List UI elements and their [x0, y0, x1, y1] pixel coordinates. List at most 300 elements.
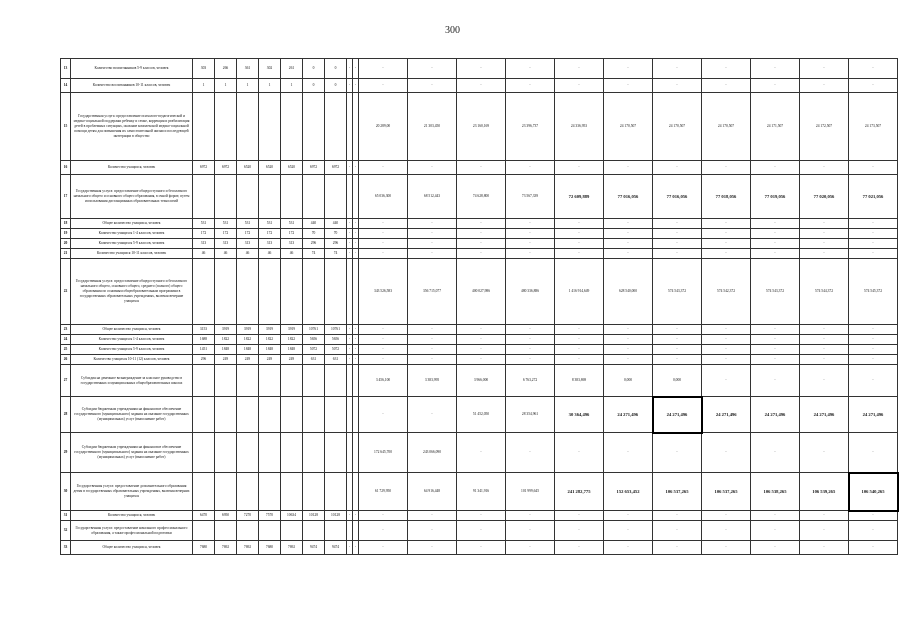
value-cell: - — [555, 521, 604, 541]
count-cell: 5656 — [325, 335, 347, 345]
value-cell: - — [653, 59, 702, 79]
value-cell: - — [751, 219, 800, 229]
value-cell: - — [359, 541, 408, 555]
value-cell: 0,000 — [653, 365, 702, 397]
value-cell: - — [751, 355, 800, 365]
value-cell: - — [800, 325, 849, 335]
value-cell: 343 526,583 — [359, 259, 408, 325]
value-cell: - — [751, 365, 800, 397]
value-cell: - — [849, 345, 898, 355]
count-cell — [237, 433, 259, 473]
value-cell: - — [353, 239, 359, 249]
row-number: 33 — [61, 541, 71, 555]
value-cell: - — [604, 59, 653, 79]
count-cell — [281, 259, 303, 325]
table-row — [61, 473, 898, 511]
value-cell: - — [457, 541, 506, 555]
value-cell: - — [347, 541, 353, 555]
value-cell: 106 540,265 — [849, 473, 898, 511]
row-label: Субсидии бюджетным учреждениям на финансовое обеспечение государственного (муниципального) задания на оказание государственных (муниципальных) услуг (выполнение работ) — [71, 433, 193, 473]
value-cell: - — [353, 355, 359, 365]
value-cell: 574 544,372 — [800, 259, 849, 325]
value-cell: - — [702, 433, 751, 473]
value-cell: - — [506, 229, 555, 239]
value-cell: - — [555, 335, 604, 345]
row-number: 16 — [61, 161, 71, 175]
value-cell: - — [800, 365, 849, 397]
row-label: Государственная услуга: предоставление общедоступного и бесплатного начального общего, основного общего, среднего (полного) общего образования по основным общеобразовательным программам в государственных образовательных учреждениях, включая вечерние учащихся — [71, 259, 193, 325]
row-number: 22 — [61, 259, 71, 325]
count-cell — [281, 397, 303, 433]
value-cell: - — [457, 345, 506, 355]
value-cell: 73 567,339 — [506, 175, 555, 219]
value-cell: 24 271,496 — [653, 397, 702, 433]
value-cell: - — [555, 511, 604, 521]
count-cell — [237, 259, 259, 325]
value-cell: - — [347, 511, 353, 521]
value-cell: - — [359, 397, 408, 433]
value-cell: - — [408, 79, 457, 93]
value-cell: 24 271,496 — [702, 397, 751, 433]
count-cell — [325, 259, 347, 325]
value-cell: - — [359, 59, 408, 79]
budget-table — [60, 58, 899, 555]
value-cell: 72 609,889 — [555, 175, 604, 219]
count-cell: 1 — [237, 79, 259, 93]
count-cell: 313 — [215, 239, 237, 249]
value-cell: - — [347, 249, 353, 259]
count-cell: 6470 — [193, 511, 215, 521]
value-cell: - — [347, 161, 353, 175]
value-cell: 574 545,372 — [849, 259, 898, 325]
count-cell: 261 — [281, 59, 303, 79]
value-cell: - — [653, 239, 702, 249]
value-cell: - — [408, 219, 457, 229]
value-cell: - — [457, 335, 506, 345]
value-cell: - — [653, 325, 702, 335]
value-cell: - — [653, 249, 702, 259]
count-cell — [281, 93, 303, 161]
value-cell: 23 396,737 — [506, 93, 555, 161]
count-cell: 249 — [259, 355, 281, 365]
count-cell: 6972 — [215, 161, 237, 175]
count-cell: 1848 — [215, 345, 237, 355]
count-cell: 1 — [281, 79, 303, 93]
count-cell: 249 — [237, 355, 259, 365]
row-number: 27 — [61, 365, 71, 397]
count-cell: 1848 — [237, 345, 259, 355]
count-cell: 6972 — [325, 161, 347, 175]
value-cell: - — [506, 521, 555, 541]
value-cell: - — [800, 355, 849, 365]
value-cell: - — [702, 229, 751, 239]
value-cell: - — [849, 365, 898, 397]
count-cell: 46 — [281, 249, 303, 259]
count-cell: 1688 — [193, 335, 215, 345]
value-cell: - — [653, 433, 702, 473]
count-cell: 6972 — [193, 161, 215, 175]
value-cell: - — [800, 249, 849, 259]
value-cell: - — [555, 219, 604, 229]
count-cell: 1848 — [259, 345, 281, 355]
row-label: Общее количество учащихся, человек — [71, 541, 193, 555]
row-number: 25 — [61, 345, 71, 355]
value-cell: 51 452,050 — [457, 397, 506, 433]
value-cell: - — [751, 161, 800, 175]
count-cell: 6950 — [215, 511, 237, 521]
count-cell: 313 — [237, 239, 259, 249]
value-cell: - — [408, 355, 457, 365]
value-cell: 30 364,496 — [555, 397, 604, 433]
table-row — [61, 521, 898, 541]
count-cell: 0 — [325, 59, 347, 79]
row-number: 15 — [61, 93, 71, 161]
count-cell: 5072 — [325, 345, 347, 355]
value-cell: - — [359, 511, 408, 521]
count-cell: 440 — [303, 219, 325, 229]
value-cell: - — [849, 229, 898, 239]
count-cell — [281, 433, 303, 473]
table-row — [61, 219, 898, 229]
value-cell: 77 019,056 — [751, 175, 800, 219]
value-cell: - — [849, 335, 898, 345]
count-cell: 1822 — [281, 335, 303, 345]
table-row — [61, 345, 898, 355]
count-cell — [303, 521, 325, 541]
value-cell: - — [408, 335, 457, 345]
count-cell — [215, 521, 237, 541]
row-label: Количество учащихся 10-11 классов, человек — [71, 249, 193, 259]
value-cell: - — [457, 433, 506, 473]
value-cell: - — [457, 521, 506, 541]
value-cell: 400 027,986 — [457, 259, 506, 325]
value-cell: - — [408, 397, 457, 433]
row-label: Количество учащихся, человек — [71, 511, 193, 521]
value-cell: 74 628,800 — [457, 175, 506, 219]
count-cell: 313 — [193, 239, 215, 249]
row-label: Количество учащихся 5-9 классов, человек — [71, 239, 193, 249]
count-cell — [259, 433, 281, 473]
value-cell: - — [604, 433, 653, 473]
count-cell — [259, 365, 281, 397]
count-cell: 7680 — [259, 541, 281, 555]
value-cell: 3 456,100 — [359, 365, 408, 397]
count-cell: 531 — [193, 219, 215, 229]
count-cell — [237, 521, 259, 541]
value-cell: 24 173,507 — [849, 93, 898, 161]
count-cell — [303, 397, 325, 433]
count-cell: 0 — [325, 79, 347, 93]
count-cell — [281, 175, 303, 219]
value-cell: - — [555, 239, 604, 249]
value-cell: - — [751, 433, 800, 473]
value-cell: - — [408, 239, 457, 249]
value-cell: - — [604, 249, 653, 259]
count-cell: 10761 — [303, 325, 325, 335]
value-cell: 24 171,507 — [751, 93, 800, 161]
count-cell: 172 — [193, 229, 215, 239]
count-cell: 1451 — [193, 345, 215, 355]
value-cell: - — [653, 355, 702, 365]
value-cell: - — [800, 79, 849, 93]
value-cell: - — [506, 161, 555, 175]
table-row — [61, 365, 898, 397]
count-cell: 1822 — [215, 335, 237, 345]
count-cell: 172 — [215, 229, 237, 239]
value-cell: - — [347, 355, 353, 365]
value-cell: - — [849, 521, 898, 541]
value-cell: - — [457, 249, 506, 259]
value-cell: 574 542,372 — [702, 259, 751, 325]
value-cell: - — [604, 229, 653, 239]
value-cell: - — [347, 79, 353, 93]
count-cell: 631 — [303, 355, 325, 365]
value-cell: 24 172,507 — [800, 93, 849, 161]
value-cell: - — [347, 345, 353, 355]
value-cell: - — [506, 239, 555, 249]
value-cell: - — [653, 521, 702, 541]
count-cell: 296 — [325, 239, 347, 249]
count-cell: 6972 — [303, 161, 325, 175]
value-cell: - — [359, 325, 408, 335]
value-cell: - — [800, 219, 849, 229]
table-row — [61, 397, 898, 433]
row-label: Государственная услуга: предоставление психолого-педагогической и медико-социальной поддержки ребенку и семье, коррекция и реабилитация детей в проблемных ситуациях, оказание комплексной медико-социальной помощи детям для повышения их самостоятельной жизни и последующей интеграции в общество — [71, 93, 193, 161]
value-cell: - — [849, 79, 898, 93]
row-label: Государственная услуга: предоставление общедоступного и бесплатного начального общего и основного общего образования, в очной форме, путем использования дистанционных образовательных технологий — [71, 175, 193, 219]
count-cell — [237, 93, 259, 161]
row-number: 13 — [61, 59, 71, 79]
value-cell: 24 271,496 — [849, 397, 898, 433]
count-cell — [325, 521, 347, 541]
value-cell: 3 966,000 — [457, 365, 506, 397]
count-cell — [193, 521, 215, 541]
count-cell: 9474 — [325, 541, 347, 555]
value-cell: - — [359, 219, 408, 229]
count-cell: 10128 — [303, 511, 325, 521]
count-cell — [303, 365, 325, 397]
value-cell: - — [653, 335, 702, 345]
table-row — [61, 229, 898, 239]
value-cell: 61 729,950 — [359, 473, 408, 511]
count-cell: 46 — [237, 249, 259, 259]
value-cell: - — [800, 161, 849, 175]
count-cell — [303, 433, 325, 473]
value-cell: - — [408, 229, 457, 239]
count-cell: 296 — [303, 239, 325, 249]
value-cell: - — [359, 239, 408, 249]
count-cell — [303, 93, 325, 161]
value-cell: 20 289,00 — [359, 93, 408, 161]
count-cell — [215, 259, 237, 325]
count-cell: 1822 — [259, 335, 281, 345]
count-cell: 6520 — [237, 161, 259, 175]
row-number: 29 — [61, 433, 71, 473]
value-cell: - — [555, 79, 604, 93]
count-cell — [215, 473, 237, 511]
row-number: 26 — [61, 355, 71, 365]
count-cell — [215, 433, 237, 473]
count-cell: 266 — [215, 59, 237, 79]
row-label: Количество воспитанников 10-11 классов, человек — [71, 79, 193, 93]
value-cell: - — [800, 335, 849, 345]
row-number: 14 — [61, 79, 71, 93]
value-cell: - — [653, 229, 702, 239]
count-cell: 5656 — [303, 335, 325, 345]
count-cell: 303 — [193, 59, 215, 79]
value-cell: - — [702, 249, 751, 259]
value-cell: - — [457, 219, 506, 229]
count-cell — [237, 365, 259, 397]
value-cell: - — [800, 521, 849, 541]
value-cell: 24 336,953 — [555, 93, 604, 161]
value-cell: 101 999,645 — [506, 473, 555, 511]
count-cell — [303, 259, 325, 325]
value-cell: - — [653, 161, 702, 175]
value-cell: - — [347, 239, 353, 249]
value-cell: - — [849, 541, 898, 555]
value-cell: - — [408, 161, 457, 175]
value-cell: - — [457, 161, 506, 175]
count-cell: 3919 — [259, 325, 281, 335]
row-label: Общее количество учащихся, человек — [71, 325, 193, 335]
value-cell: - — [800, 345, 849, 355]
value-cell: - — [604, 541, 653, 555]
count-cell: 302 — [259, 59, 281, 79]
value-cell: 574 543,372 — [751, 259, 800, 325]
count-cell — [259, 175, 281, 219]
count-cell — [259, 397, 281, 433]
count-cell: 7570 — [259, 511, 281, 521]
value-cell: - — [702, 335, 751, 345]
count-cell: 172 — [259, 229, 281, 239]
count-cell — [193, 365, 215, 397]
value-cell: 6 763,272 — [506, 365, 555, 397]
value-cell: - — [751, 239, 800, 249]
value-cell: - — [359, 355, 408, 365]
count-cell — [193, 397, 215, 433]
value-cell: - — [800, 229, 849, 239]
value-cell: - — [359, 521, 408, 541]
value-cell: - — [457, 239, 506, 249]
table-row — [61, 355, 898, 365]
value-cell: - — [751, 325, 800, 335]
row-number: 21 — [61, 249, 71, 259]
value-cell: - — [604, 325, 653, 335]
value-cell: - — [702, 79, 751, 93]
value-cell: 65 036,300 — [359, 175, 408, 219]
value-cell: - — [604, 335, 653, 345]
count-cell — [193, 433, 215, 473]
count-cell — [303, 175, 325, 219]
value-cell: - — [408, 521, 457, 541]
value-cell: 0,000 — [604, 365, 653, 397]
count-cell — [215, 93, 237, 161]
count-cell: 1822 — [237, 335, 259, 345]
value-cell: - — [653, 541, 702, 555]
value-cell: - — [408, 345, 457, 355]
count-cell — [193, 175, 215, 219]
value-cell: - — [751, 79, 800, 93]
value-cell: - — [506, 325, 555, 335]
count-cell — [281, 365, 303, 397]
value-cell: 77 016,056 — [604, 175, 653, 219]
value-cell: - — [702, 161, 751, 175]
value-cell: - — [702, 219, 751, 229]
value-cell: 628 540,000 — [604, 259, 653, 325]
value-cell: - — [347, 59, 353, 79]
value-cell: 243 066,090 — [408, 433, 457, 473]
value-cell: - — [347, 335, 353, 345]
count-cell: 3919 — [215, 325, 237, 335]
count-cell — [259, 93, 281, 161]
value-cell: - — [555, 325, 604, 335]
value-cell: - — [506, 511, 555, 521]
value-cell: 68 512,443 — [408, 175, 457, 219]
value-cell: 64 916,448 — [408, 473, 457, 511]
value-cell: - — [604, 161, 653, 175]
count-cell: 1 — [215, 79, 237, 93]
count-cell — [237, 397, 259, 433]
page-number: 300 — [445, 25, 460, 36]
count-cell — [325, 397, 347, 433]
count-cell: 46 — [215, 249, 237, 259]
value-cell: - — [457, 355, 506, 365]
count-cell: 313 — [281, 239, 303, 249]
count-cell: 3153 — [193, 325, 215, 335]
value-cell: - — [702, 365, 751, 397]
value-cell: - — [359, 229, 408, 239]
value-cell: 91 341,916 — [457, 473, 506, 511]
value-cell: - — [408, 541, 457, 555]
count-cell — [193, 93, 215, 161]
count-cell — [325, 365, 347, 397]
value-cell: - — [408, 59, 457, 79]
value-cell: - — [800, 541, 849, 555]
value-cell: - — [702, 511, 751, 521]
table-row — [61, 259, 898, 325]
value-cell: - — [800, 239, 849, 249]
count-cell — [215, 397, 237, 433]
count-cell — [237, 473, 259, 511]
count-cell: 70 — [325, 229, 347, 239]
value-cell: 8 383,869 — [555, 365, 604, 397]
value-cell: 3 383,995 — [408, 365, 457, 397]
value-cell: - — [353, 345, 359, 355]
count-cell: 531 — [259, 219, 281, 229]
value-cell: - — [849, 325, 898, 335]
count-cell — [259, 473, 281, 511]
count-cell — [237, 175, 259, 219]
value-cell: - — [555, 433, 604, 473]
table-row — [61, 433, 898, 473]
count-cell — [325, 433, 347, 473]
value-cell: - — [604, 355, 653, 365]
row-label: Количество учащихся 1-4 классов, человек — [71, 229, 193, 239]
value-cell: - — [751, 541, 800, 555]
count-cell — [303, 473, 325, 511]
value-cell: - — [702, 239, 751, 249]
value-cell: - — [653, 345, 702, 355]
count-cell — [259, 521, 281, 541]
value-cell: - — [506, 219, 555, 229]
value-cell: - — [408, 249, 457, 259]
count-cell — [193, 259, 215, 325]
count-cell: 172 — [237, 229, 259, 239]
count-cell: 249 — [215, 355, 237, 365]
value-cell: 24 170,507 — [702, 93, 751, 161]
row-label: Количество учащихся 10-11 (12) классов, человек — [71, 355, 193, 365]
